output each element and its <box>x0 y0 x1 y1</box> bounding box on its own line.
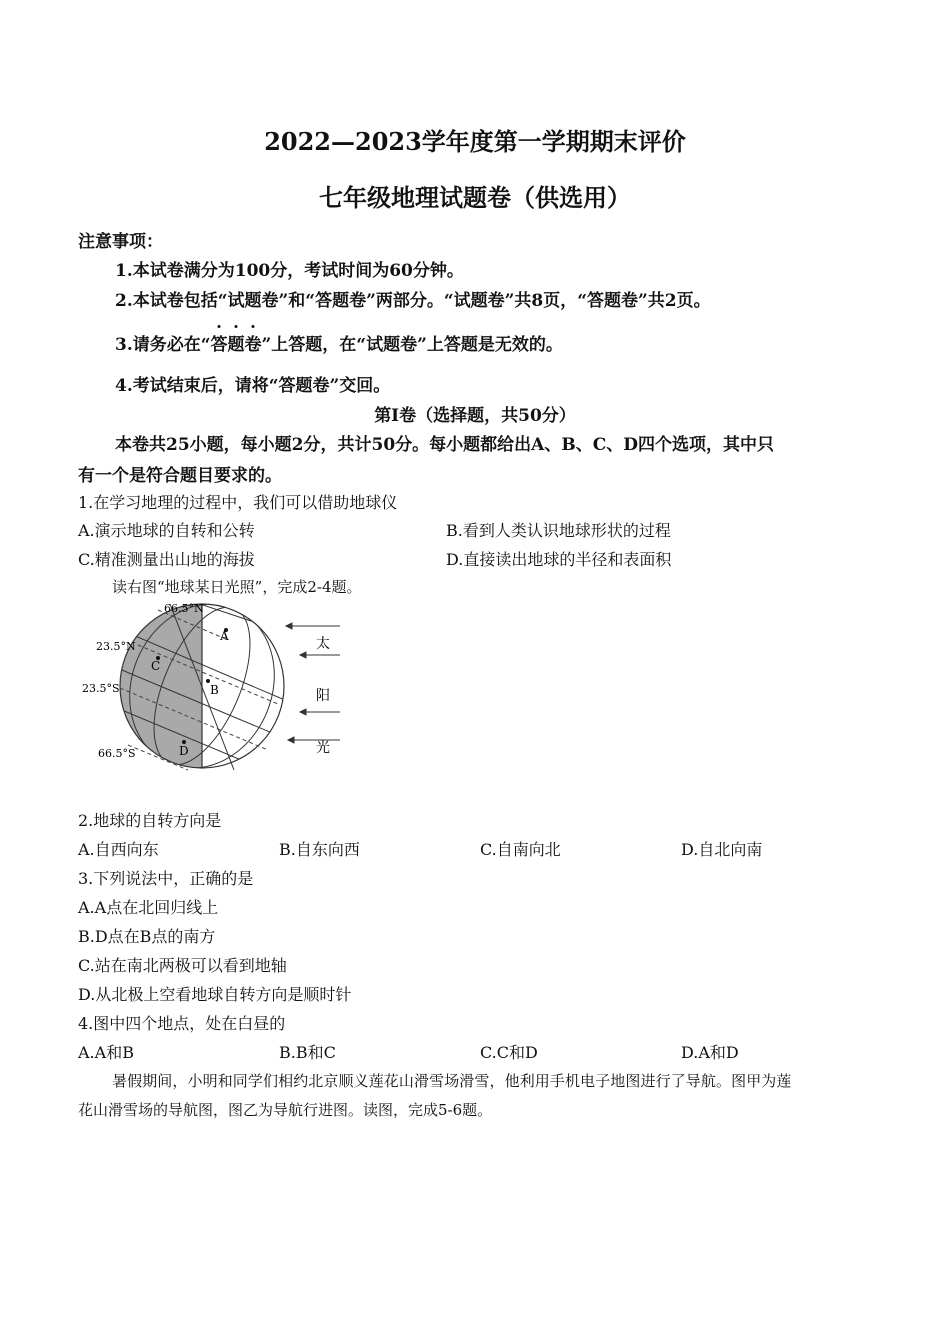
q4-option-c: C.C和D <box>480 1043 538 1062</box>
q1-stem: 1.在学习地理的过程中，我们可以借助地球仪 <box>78 493 398 512</box>
figure-intro: 读右图“地球某日光照”，完成2-4题。 <box>112 578 362 596</box>
q2-option-a: A.自西向东 <box>78 840 159 859</box>
q1-option-b: B.看到人类认识地球形状的过程 <box>446 521 671 540</box>
sun-char-1: 太 <box>316 636 330 652</box>
q1-option-c: C.精准测量出山地的海拔 <box>78 550 255 569</box>
q2-option-c: C.自南向北 <box>480 840 561 859</box>
q3-option-c: C.站在南北两极可以看到地轴 <box>78 956 287 975</box>
q3-option-a: A.A点在北回归线上 <box>78 898 219 917</box>
section-instruction-line1: 本卷共25小题，每小题2分，共计50分。每小题都给出A、B、C、D四个选项，其中只 <box>115 435 774 455</box>
exam-subtitle: 七年级地理试题卷（供选用） <box>319 183 631 212</box>
emphasized-answer-sheet: 答题卷 <box>211 335 262 355</box>
exam-title: 2022—2023学年度第一学期期末评价 <box>264 127 686 156</box>
lat-label-23s: 23.5°S <box>82 682 120 695</box>
notice-item-3 <box>115 330 563 355</box>
notice-heading: 注意事项： <box>78 232 163 252</box>
q2-stem: 2.地球的自转方向是 <box>78 811 222 830</box>
q3-option-d: D.从北极上空看地球自转方向是顺时针 <box>78 985 352 1004</box>
sun-char-2: 阳 <box>316 688 330 704</box>
notice-item-3-suffix: ”上答题，在“试题卷”上答题是无效的。 <box>261 335 563 355</box>
point-c-label: C <box>151 659 161 673</box>
q3-stem: 3.下列说法中，正确的是 <box>78 869 254 888</box>
passage-line2: 花山滑雪场的导航图，图乙为导航行进图。读图，完成5-6题。 <box>78 1101 493 1119</box>
earth-illumination-figure <box>78 600 340 776</box>
passage-line1: 暑假期间，小明和同学们相约北京顺义莲花山滑雪场滑雪，他利用手机电子地图进行了导航。图甲为莲 <box>112 1072 792 1090</box>
q4-option-d: D.A和D <box>681 1043 739 1062</box>
q2-option-b: B.自东向西 <box>279 840 360 859</box>
notice-item-1: 1.本试卷满分为100分，考试时间为60分钟。 <box>115 261 464 281</box>
lat-label-66s: 66.5°S <box>98 747 136 760</box>
section-heading: 第Ⅰ卷（选择题，共50分） <box>374 406 576 426</box>
q4-option-b: B.B和C <box>279 1043 336 1062</box>
sun-char-3: 光 <box>316 740 330 756</box>
q4-option-a: A.A和B <box>78 1043 134 1062</box>
point-d-label: D <box>179 744 189 758</box>
point-b-label: B <box>210 683 219 697</box>
lat-label-23n: 23.5°N <box>96 640 136 653</box>
notice-item-3-prefix: 3.请务必在“ <box>115 335 211 355</box>
point-a-label: A <box>220 629 229 643</box>
q1-option-a: A.演示地球的自转和公转 <box>78 521 255 540</box>
lat-label-66n: 66.5°N <box>164 602 204 615</box>
q2-option-d: D.自北向南 <box>681 840 763 859</box>
q4-stem: 4.图中四个地点，处在白昼的 <box>78 1014 286 1033</box>
q3-option-b: B.D点在B点的南方 <box>78 927 216 946</box>
notice-item-4: 4.考试结束后，请将“答题卷”交回。 <box>115 376 391 396</box>
q1-option-d: D.直接读出地球的半径和表面积 <box>446 550 672 569</box>
section-instruction-line2: 有一个是符合题目要求的。 <box>78 466 282 486</box>
notice-item-2: 2.本试卷包括“试题卷”和“答题卷”两部分。“试题卷”共8页，“答题卷”共2页。 <box>115 291 711 311</box>
